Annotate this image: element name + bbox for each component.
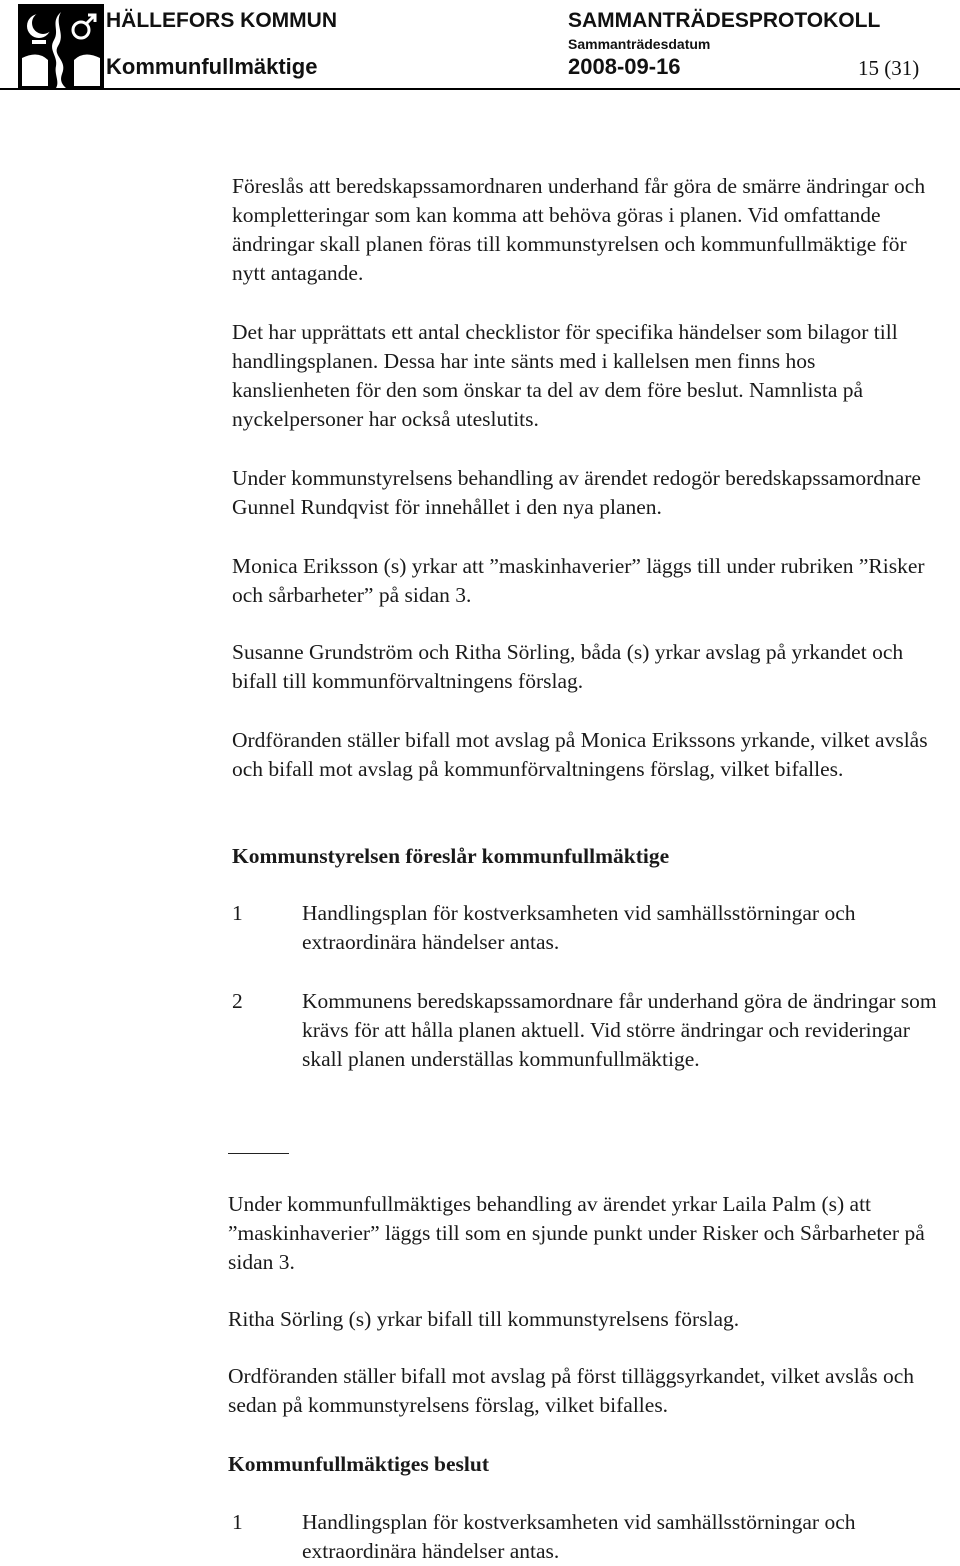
header-rule xyxy=(0,88,960,90)
page-number: 15 (31) xyxy=(858,56,920,80)
date-label: Sammanträdesdatum xyxy=(568,36,711,52)
assembly-name: Kommunfullmäktige xyxy=(106,54,318,79)
paragraph-3: Under kommunstyrelsens behandling av ärendet redogör beredskapssamordnare Gunnel Rundqvist för innehållet i den nya planen. xyxy=(232,466,921,519)
paragraph-1: Föreslås att beredskapssamordnaren underhand får göra de smärre ändringar och kompletteringar som kan komma att behöva göras i planen. Vid omfattande ändringar skall planen föras till kommunstyrelsen och kommunfullmäktige för nytt antagande. xyxy=(232,174,926,285)
paragraph-2: Det har upprättats ett antal checklistor för specifika händelser som bilagor till handlingsplanen. Dessa har inte sänts med i kallelsen men finns hos kanslienheten för den som önskar ta del av dem före beslut. Namnlista på nyckelpersoner har också uteslutits. xyxy=(232,320,898,431)
meeting-date: 2008-09-16 xyxy=(568,54,681,79)
coat-of-arms-logo xyxy=(18,4,104,90)
ks-item-1-number: 1 xyxy=(232,901,243,925)
organization-name: HÄLLEFORS KOMMUN xyxy=(106,9,337,32)
document-type: SAMMANTRÄDESPROTOKOLL xyxy=(568,9,881,32)
ks-item-2-number: 2 xyxy=(232,989,243,1013)
paragraph-6: Ordföranden ställer bifall mot avslag på Monica Erikssons yrkande, vilket avslås och bifall mot avslag på kommunförvaltningens förslag, vilket bifalles. xyxy=(232,728,928,781)
ks-item-2-text: Kommunens beredskapssamordnare får underhand göra de ändringar som krävs för att hålla planen aktuell. Vid större ändringar och revideringar skall planen underställas kommunfullmäktige. xyxy=(302,989,937,1071)
kf-paragraph-2: Ritha Sörling (s) yrkar bifall till kommunstyrelsens förslag. xyxy=(228,1307,740,1331)
kf-paragraph-3: Ordföranden ställer bifall mot avslag på först tilläggsyrkandet, vilket avslås och sedan på kommunstyrelsens förslag, vilket bifalles. xyxy=(228,1364,915,1417)
ks-item-1-text: Handlingsplan för kostverksamheten vid samhällsstörningar och extraordinära händelser antas. xyxy=(302,901,856,954)
kf-decision-heading: Kommunfullmäktiges beslut xyxy=(228,1452,490,1476)
ks-proposal-heading: Kommunstyrelsen föreslår kommunfullmäktige xyxy=(232,844,670,868)
section-divider xyxy=(228,1153,289,1154)
kf-item-1-number: 1 xyxy=(232,1510,243,1534)
paragraph-5: Susanne Grundström och Ritha Sörling, båda (s) yrkar avslag på yrkandet och bifall till kommunförvaltningens förslag. xyxy=(232,640,904,693)
kf-paragraph-1: Under kommunfullmäktiges behandling av ärendet yrkar Laila Palm (s) att ”maskinhaverier” läggs till som en sjunde punkt under Risker och Sårbarheter på sidan 3. xyxy=(228,1192,925,1274)
kf-item-1-text: Handlingsplan för kostverksamheten vid samhällsstörningar och extraordinära händelser antas. xyxy=(302,1510,856,1563)
paragraph-4: Monica Eriksson (s) yrkar att ”maskinhaverier” läggs till under rubriken ”Risker och sårbarheter” på sidan 3. xyxy=(232,554,925,607)
